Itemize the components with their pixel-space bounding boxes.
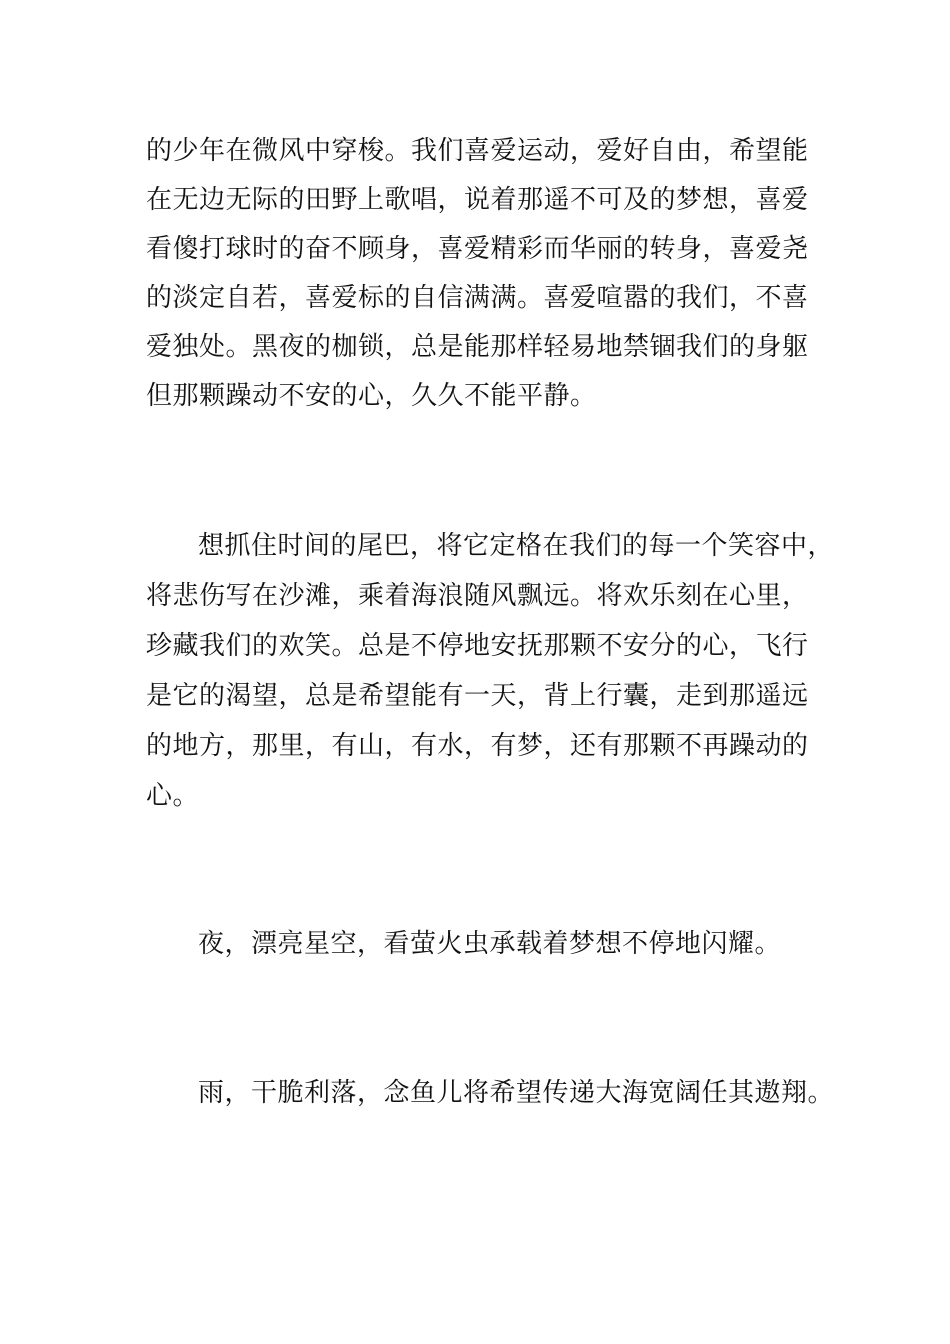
text-line: 的地方，那里，有山，有水，有梦，还有那颗不再躁动的 — [146, 731, 809, 761]
text-line: 珍藏我们的欢笑。总是不停地安抚那颗不安分的心，飞行 — [146, 631, 809, 661]
text-line: 雨，干脆利落，念鱼儿将希望传递大海宽阔任其遨翔。 — [198, 1078, 835, 1108]
text-line: 看傻打球时的奋不顾身，喜爱精彩而华丽的转身，喜爱尧 — [146, 234, 809, 264]
text-line: 想抓住时间的尾巴，将它定格在我们的每一个笑容中， — [198, 531, 835, 561]
text-line: 在无边无际的田野上歌唱，说着那遥不可及的梦想，喜爱 — [146, 185, 809, 215]
text-line: 是它的渴望，总是希望能有一天，背上行囊，走到那遥远 — [146, 681, 809, 711]
text-line: 心。 — [146, 781, 200, 811]
text-line: 的少年在微风中穿梭。我们喜爱运动，爱好自由，希望能 — [146, 136, 809, 166]
text-line: 的淡定自若，喜爱标的自信满满。喜爱喧嚣的我们，不喜 — [146, 283, 809, 313]
text-line: 将悲伤写在沙滩，乘着海浪随风飘远。将欢乐刻在心里， — [146, 581, 809, 611]
text-line: 夜，漂亮星空，看萤火虫承载着梦想不停地闪耀。 — [198, 929, 782, 959]
text-line: 但那颗躁动不安的心，久久不能平静。 — [146, 381, 597, 411]
text-line: 爱独处。黑夜的枷锁，总是能那样轻易地禁锢我们的身躯 — [146, 332, 809, 362]
